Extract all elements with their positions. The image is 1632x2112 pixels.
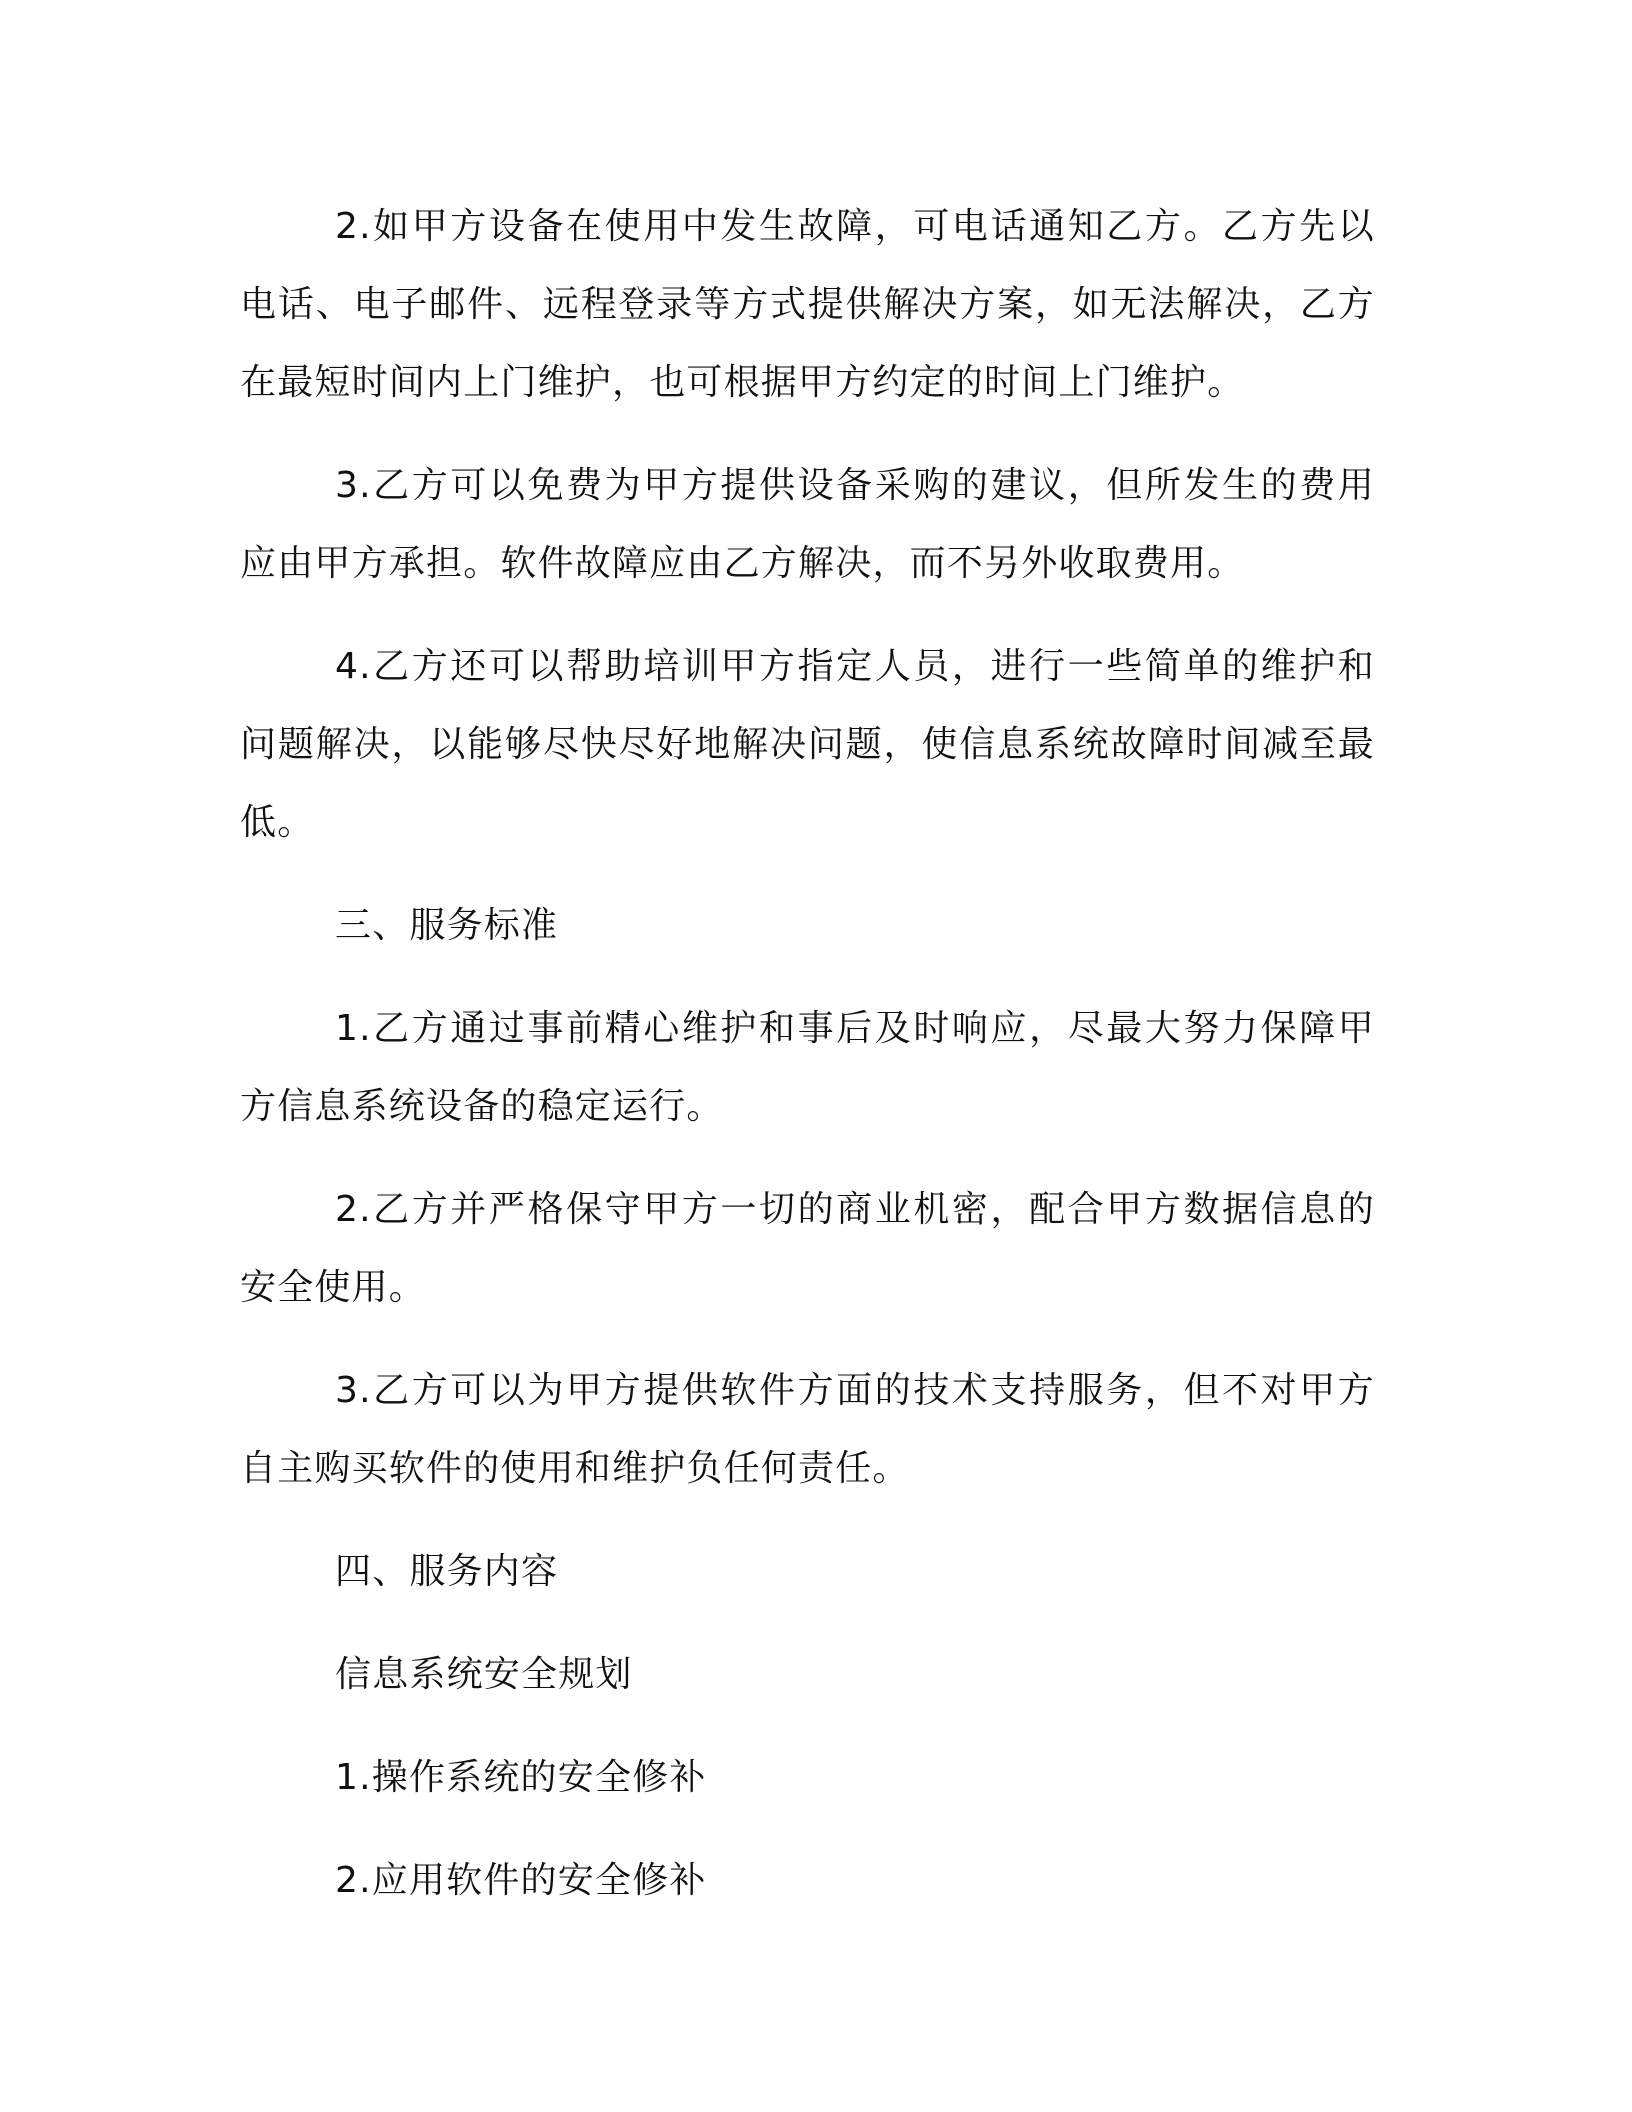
section-heading-service-standard: 三、服务标准 xyxy=(335,905,559,946)
paragraph-staff-training: 4.乙方还可以帮助培训甲方指定人员，进行一些简单的维护和问题解决，以能够尽快尽好地解决问题，使信息系统故障时间减至最低。 xyxy=(240,646,1375,843)
section-heading-service-content: 四、服务内容 xyxy=(335,1551,559,1592)
paragraph-procurement-advice: 3.乙方可以免费为甲方提供设备采购的建议，但所发生的费用应由甲方承担。软件故障应由乙方解决，而不另外收取费用。 xyxy=(240,465,1375,584)
subsection-heading-security-planning: 信息系统安全规划 xyxy=(335,1654,633,1695)
paragraph-fault-handling: 2.如甲方设备在使用中发生故障，可电话通知乙方。乙方先以电话、电子邮件、远程登录等方式提供解决方案，如无法解决，乙方在最短时间内上门维护，也可根据甲方约定的时间上门维护。 xyxy=(240,206,1375,403)
paragraph-stable-operation: 1.乙方通过事前精心维护和事后及时响应，尽最大努力保障甲方信息系统设备的稳定运行。 xyxy=(240,1008,1375,1127)
list-item-app-patching: 2.应用软件的安全修补 xyxy=(335,1860,707,1901)
paragraph-software-support: 3.乙方可以为甲方提供软件方面的技术支持服务，但不对甲方自主购买软件的使用和维护负任何责任。 xyxy=(240,1370,1375,1489)
document-body xyxy=(240,188,1375,1920)
paragraph-confidentiality: 2.乙方并严格保守甲方一切的商业机密，配合甲方数据信息的安全使用。 xyxy=(240,1189,1375,1308)
list-item-os-patching: 1.操作系统的安全修补 xyxy=(335,1757,707,1798)
